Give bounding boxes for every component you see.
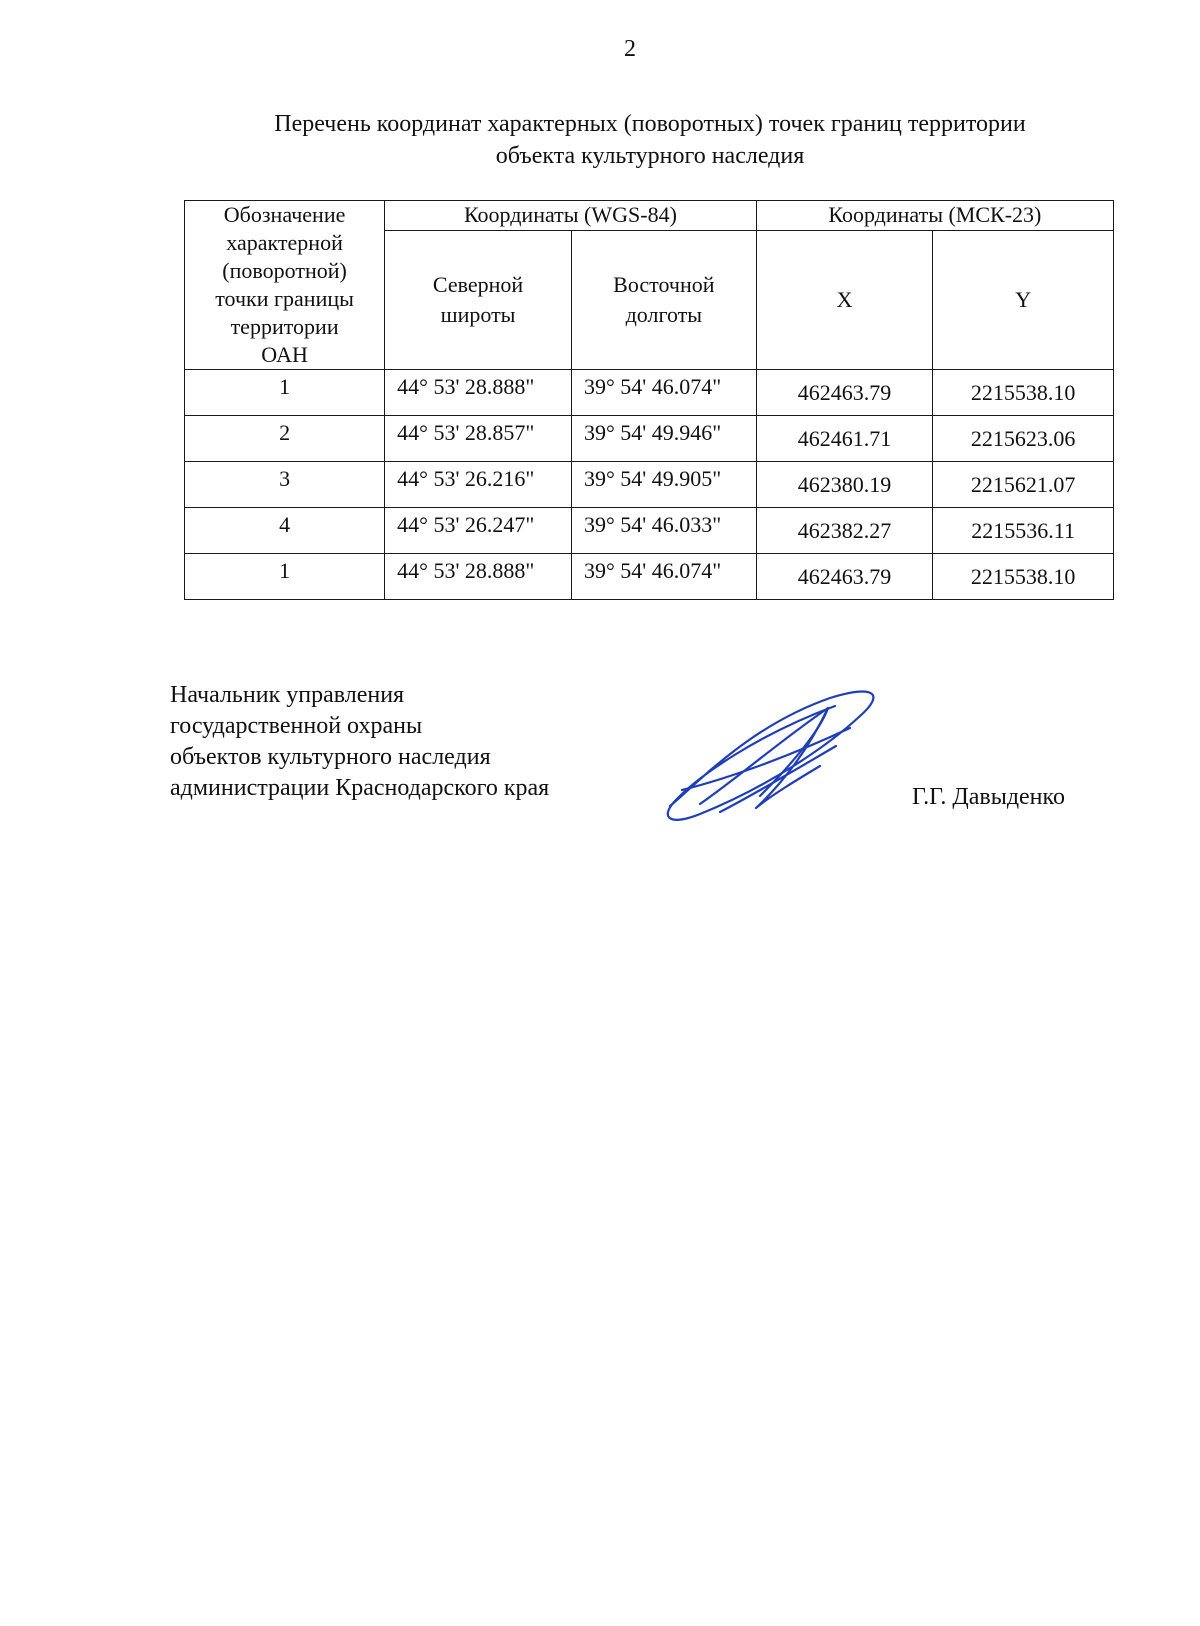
table-row [185, 508, 1114, 554]
header-longitude-line: Восточной [613, 271, 715, 297]
header-longitude-line: долготы [625, 301, 703, 327]
signatory-position [170, 680, 549, 804]
table-row [185, 554, 1114, 600]
position-line: администрации Краснодарского края [170, 775, 550, 801]
cell-longitude: 39° 54' 49.905" [571, 462, 756, 508]
title-line-2: объекта культурного наследия [495, 143, 805, 169]
cell-x: 462382.27 [756, 508, 933, 554]
handwritten-signature [660, 686, 890, 836]
cell-x: 462463.79 [756, 370, 933, 416]
cell-latitude: 44° 53' 28.857" [385, 416, 572, 462]
cell-longitude: 39° 54' 46.074" [571, 370, 756, 416]
cell-y: 2215536.11 [933, 508, 1114, 554]
signature-stroke [668, 692, 874, 820]
header-y: Y [933, 230, 1114, 369]
cell-x: 462380.19 [756, 462, 933, 508]
cell-longitude: 39° 54' 46.033" [571, 508, 756, 554]
header-wgs84: Координаты (WGS-84) [385, 201, 757, 231]
cell-y: 2215621.07 [933, 462, 1114, 508]
header-latitude-line: Северной [432, 271, 524, 297]
position-line: объектов культурного наследия [170, 744, 491, 770]
cell-longitude: 39° 54' 49.946" [571, 416, 756, 462]
cell-x: 462461.71 [756, 416, 933, 462]
header-designation-line: ОАН [261, 342, 308, 367]
signature-strokes [668, 692, 874, 820]
cell-y: 2215623.06 [933, 416, 1114, 462]
header-msk23: Координаты (МСК-23) [756, 201, 1113, 231]
signature-stroke [720, 746, 836, 812]
header-latitude [385, 230, 572, 369]
cell-latitude: 44° 53' 28.888" [385, 554, 572, 600]
table-row [185, 416, 1114, 462]
page-number: 2 [624, 36, 636, 62]
header-designation-line: Обозначение [223, 202, 346, 227]
cell-longitude: 39° 54' 46.074" [571, 554, 756, 600]
position-line: Начальник управления [170, 682, 405, 708]
position-line: государственной охраны [170, 713, 423, 739]
header-designation-line: территории [230, 314, 339, 339]
cell-latitude: 44° 53' 28.888" [385, 370, 572, 416]
header-designation-line: характерной [226, 230, 343, 255]
cell-x: 462463.79 [756, 554, 933, 600]
table-header-row-1 [185, 201, 1114, 231]
header-designation-line: точки границы [215, 286, 354, 311]
cell-point: 1 [185, 370, 385, 416]
header-latitude-line: широты [440, 301, 516, 327]
coordinates-table [184, 200, 1114, 600]
signer-name: Г.Г. Давыденко [912, 784, 1065, 810]
cell-point: 4 [185, 508, 385, 554]
cell-point: 1 [185, 554, 385, 600]
header-designation-line: (поворотной) [222, 258, 347, 283]
document-title [180, 108, 1120, 172]
cell-point: 3 [185, 462, 385, 508]
cell-point: 2 [185, 416, 385, 462]
table-row [185, 462, 1114, 508]
table-row [185, 370, 1114, 416]
header-designation [185, 201, 385, 370]
header-x: X [756, 230, 933, 369]
header-longitude [571, 230, 756, 369]
cell-latitude: 44° 53' 26.247" [385, 508, 572, 554]
cell-y: 2215538.10 [933, 554, 1114, 600]
title-line-1: Перечень координат характерных (поворотных) точек границ территории [274, 111, 1026, 137]
cell-y: 2215538.10 [933, 370, 1114, 416]
cell-latitude: 44° 53' 26.216" [385, 462, 572, 508]
